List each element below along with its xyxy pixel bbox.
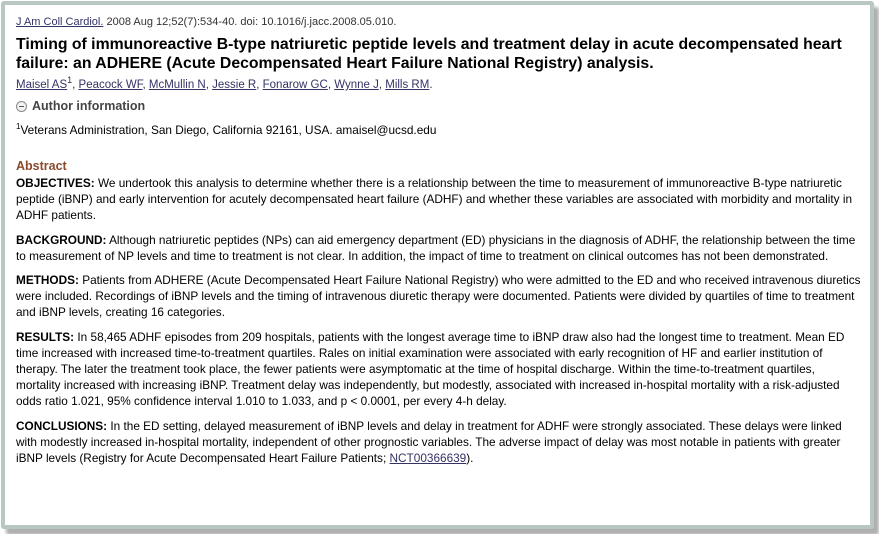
abstract-conclusions — [16, 418, 862, 467]
section-text: Although natriuretic peptides (NPs) can aid emergency department (ED) physicians in the diagnosis of ADHF, the relationship between the time to measurement of NP levels and time to treatment is not clear. In addition, the impact of time to treatment on clinical outcomes has not been demonstrated. — [16, 232, 856, 263]
abstract-methods — [16, 272, 862, 321]
abstract-background — [16, 232, 862, 264]
author-list: Maisel $AS^1$, Peacock WF, McMullin N, Jessie R, Fonarow GC, Wynne J, Mills RM. — [16, 75, 433, 91]
journal-link[interactable]: J Am Coll Cardiol. — [16, 16, 104, 28]
section-text: We undertook this analysis to determine whether there is a relationship between the time to measurement of immunoreactive B-type natriuretic peptide (iBNP) and early intervention for acutely decompensated heart failure (ADHF) and whether these variables are associated with morbidity and mortality in ADHF patients. — [16, 176, 853, 223]
abstract-results — [16, 329, 862, 410]
section-text: In 58,465 ADHF episodes from 209 hospitals, patients with the longest average time to iBNP draw also had the longest time to treatment. Mean ED time increased with increased time-to-treatment quartiles. Rales on initial examination were associated with early recognition of HF and earlier institution of therapy. The later the treatment took place, the fewer patients were asymptomatic at the time of hospital discharge. Within the time-to-treatment quartiles, mortality increased with increasing iBNP. Treatment delay was independently, but modestly, associated with increased in-hospital mortality with a risk-adjusted odds ratio 1.021, 95% confidence interval 1.010 to 1.033, and p < 0.0001, per every 4-h delay. — [16, 329, 845, 409]
author-link[interactable]: McMullin N — [148, 79, 206, 91]
section-label: RESULTS: — [16, 329, 75, 344]
section-text: In the ED setting, delayed measurement of iBNP levels and delay in treatment for ADHF were strongly associated. These delays were linked with modestly increased in-hospital mortality, independent of other prognostic variables. The adverse impact of delay was most notable in patients with greater iBNP levels (Registry for Acute Decompensated Heart Failure Patients; — [16, 418, 842, 466]
section-label: METHODS: — [16, 273, 79, 288]
affiliation-text: Veterans Administration, San Diego, California 92161, USA. amaisel@ucsd.edu — [20, 123, 437, 137]
abstract-heading: Abstract — [16, 159, 67, 173]
section-text: Patients from ADHERE (Acute Decompensated Heart Failure National Registry) who were admitted to the ED and who received intravenous diuretics were included. Recordings of iBNP levels and the timing of intravenous diuretic therapy were documented. Patients were divided by quartiles of time to treatment and iBNP levels, creating 16 categories. — [16, 273, 861, 320]
author-link[interactable]: Jessie R — [212, 79, 257, 91]
trial-registry-link[interactable]: NCT00366639 — [389, 451, 467, 466]
author-information-toggle[interactable] — [16, 99, 862, 113]
citation-details: 2008 Aug 12;52(7):534-40. doi: 10.1016/j.jacc.2008.05.010. — [106, 16, 397, 28]
citation — [16, 16, 862, 28]
section-text-end: ). — [466, 451, 474, 466]
section-label: BACKGROUND: — [16, 232, 107, 247]
author-link[interactable]: Peacock WF — [78, 79, 143, 91]
section-label: CONCLUSIONS: — [16, 418, 108, 433]
author-link[interactable]: Maisel AS — [16, 79, 68, 91]
author-link[interactable]: Wynne J — [334, 79, 379, 91]
article-title: Timing of immunoreactive B-type natriuretic peptide levels and treatment delay in acute decompensated heart failure: an ADHERE (Acute Decompensated Heart Failure National Registry) analysis. — [16, 36, 842, 72]
section-label: OBJECTIVES: — [16, 176, 95, 190]
abstract-objectives — [16, 175, 862, 224]
author-affiliation-marker: 1 — [67, 75, 73, 86]
collapse-icon[interactable] — [16, 101, 27, 112]
article-frame — [1, 1, 874, 529]
affiliation — [16, 123, 862, 137]
article-content — [16, 14, 862, 466]
author-link[interactable]: Mills RM — [385, 79, 430, 91]
affiliation-marker: 1 — [16, 122, 21, 132]
author-list-end: . — [429, 79, 433, 91]
author-link[interactable]: Fonarow GC — [262, 79, 328, 91]
author-information-heading: Author information — [32, 99, 146, 113]
